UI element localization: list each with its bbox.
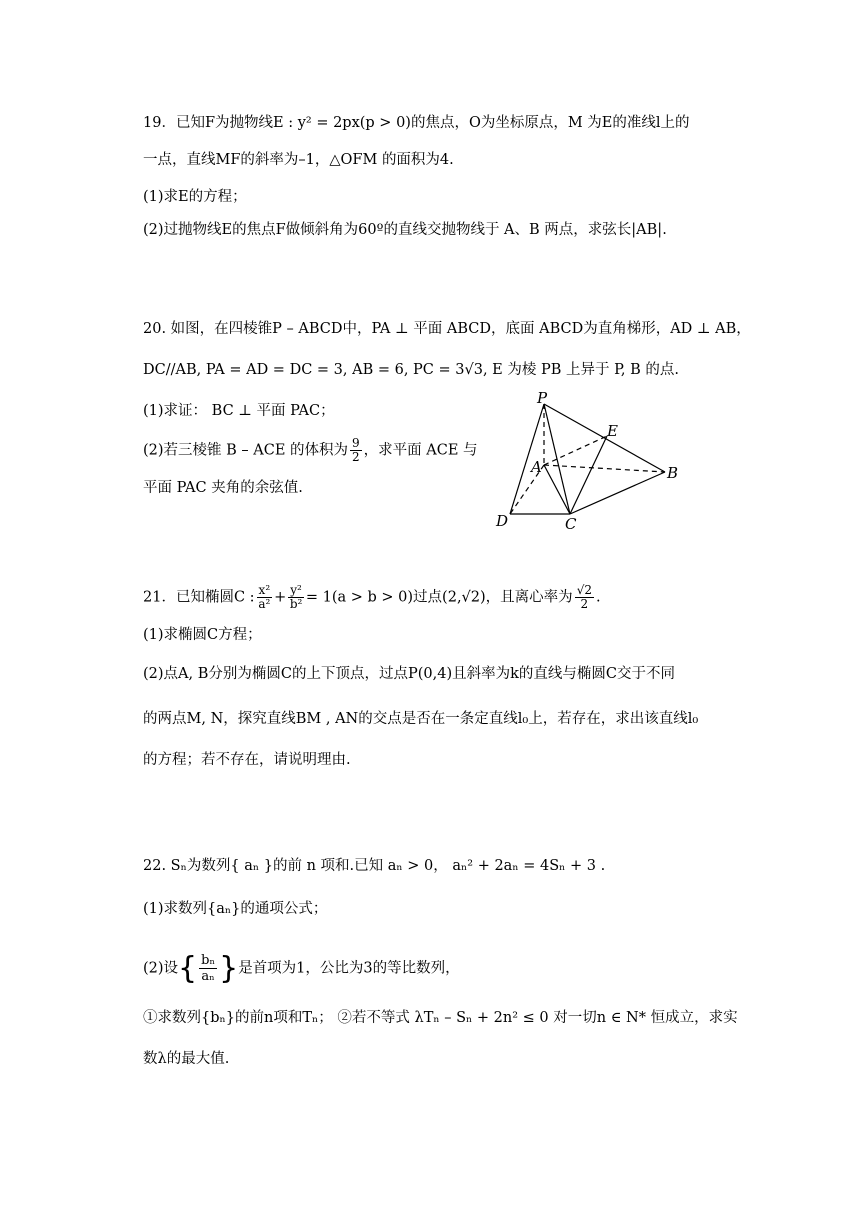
q22-line-3 (143, 950, 460, 986)
q21-line-1 (143, 584, 601, 611)
x-term-den: a² (258, 597, 271, 611)
plus-sign: + (274, 589, 287, 606)
q20-line-4 (143, 437, 478, 464)
ellipse-x-term (257, 584, 273, 611)
q22-line-2: (1)求数列{aₙ}的通项公式； (143, 901, 328, 917)
q19-line-3: (1)求E的方程； (143, 189, 247, 205)
q21-line-1-c: . (595, 589, 601, 606)
q22-line-3-b: 是首项为1，公比为3的等比数列， (238, 960, 460, 977)
volume-fraction (350, 437, 362, 464)
edge-PB (544, 404, 665, 472)
q20-line-2: DC//AB, PA = AD = DC = 3, AB = 6, PC = 3√3, E 为棱 PB 上异于 P, B 的点. (143, 362, 680, 378)
q21-line-2: (1)求椭圆C方程； (143, 627, 262, 643)
label-B: B (667, 464, 679, 482)
q20-line-4-b: ，求平面 ACE 与 (363, 442, 478, 459)
label-E: E (607, 422, 618, 440)
q22-line-5: 数λ的最大值. (143, 1051, 230, 1067)
pyramid-figure (492, 390, 692, 538)
q21-line-1-a: 21．已知椭圆C : (143, 589, 255, 606)
x-term-num: x² (258, 583, 271, 597)
label-A: A (531, 458, 542, 476)
edge-CB (570, 472, 665, 514)
q21-line-5: 的方程；若不存在，请说明理由. (143, 752, 351, 768)
edge-AB (544, 465, 665, 472)
edge-CE (570, 436, 607, 514)
label-P: P (537, 390, 548, 407)
q20-line-1: 20. 如图，在四棱锥P – ABCD中，PA ⊥ 平面 ABCD，底面 ABCD为直角梯形，AD ⊥ AB， (143, 321, 751, 337)
label-C: C (565, 515, 577, 533)
label-D: D (496, 512, 509, 530)
y-term-num: y² (290, 583, 302, 597)
volume-fraction-num: 9 (352, 436, 360, 450)
edge-PC (544, 404, 570, 514)
y-term-den: b² (289, 597, 303, 611)
q21-line-4: 的两点M, N，探究直线BM , AN的交点是否在一条定直线l₀上，若存在，求出该直线l₀ (143, 711, 699, 727)
ellipse-y-term (288, 584, 304, 611)
q20-line-4-a: (2)若三棱锥 B – ACE 的体积为 (143, 442, 349, 459)
eccentricity-fraction (575, 584, 594, 611)
q20-line-5: 平面 PAC 夹角的余弦值. (143, 480, 303, 496)
an-term: aₙ (201, 969, 215, 984)
edge-AE (544, 436, 607, 465)
q21-line-3: (2)点A, B分别为椭圆C的上下顶点，过点P(0,4)且斜率为k的直线与椭圆C交于不同 (143, 666, 675, 682)
volume-fraction-den: 2 (352, 450, 360, 464)
q19-line-1: 19．已知F为抛物线E : y² = 2px(p > 0)的焦点，O为坐标原点，M 为E的准线l上的 (143, 115, 690, 131)
q20-line-3: (1)求证： BC ⊥ 平面 PAC； (143, 403, 335, 419)
bn-over-an-sequence: { $\frac{\text{bₙ}}{\text{aₙ}}$ } (178, 950, 239, 986)
bn-term: bₙ (201, 953, 216, 968)
q19-line-4: (2)过抛物线E的焦点F做倾斜角为60º的直线交抛物线于 A、B 两点，求弦长|AB|. (143, 222, 667, 238)
q22-line-1: 22. Sₙ为数列{ aₙ }的前 n 项和.已知 aₙ > 0， aₙ² + 2aₙ = 4Sₙ + 3 . (143, 858, 606, 874)
edge-AC (544, 465, 570, 514)
eccentricity-den: 2 (580, 597, 589, 611)
q22-line-4: ①求数列{bₙ}的前n项和Tₙ； ②若不等式 λTₙ – Sₙ + 2n² ≤ 0 对一切n ∈ N* 恒成立，求实 (143, 1010, 738, 1026)
q22-line-3-a: (2)设 (143, 960, 179, 977)
q21-line-1-b: = 1(a > b > 0)过点(2,√2)，且离心率为 (305, 589, 573, 606)
eccentricity-num: √2 (576, 583, 592, 597)
q19-line-2: 一点，直线MF的斜率为–1，△OFM 的面积为4. (143, 152, 454, 168)
